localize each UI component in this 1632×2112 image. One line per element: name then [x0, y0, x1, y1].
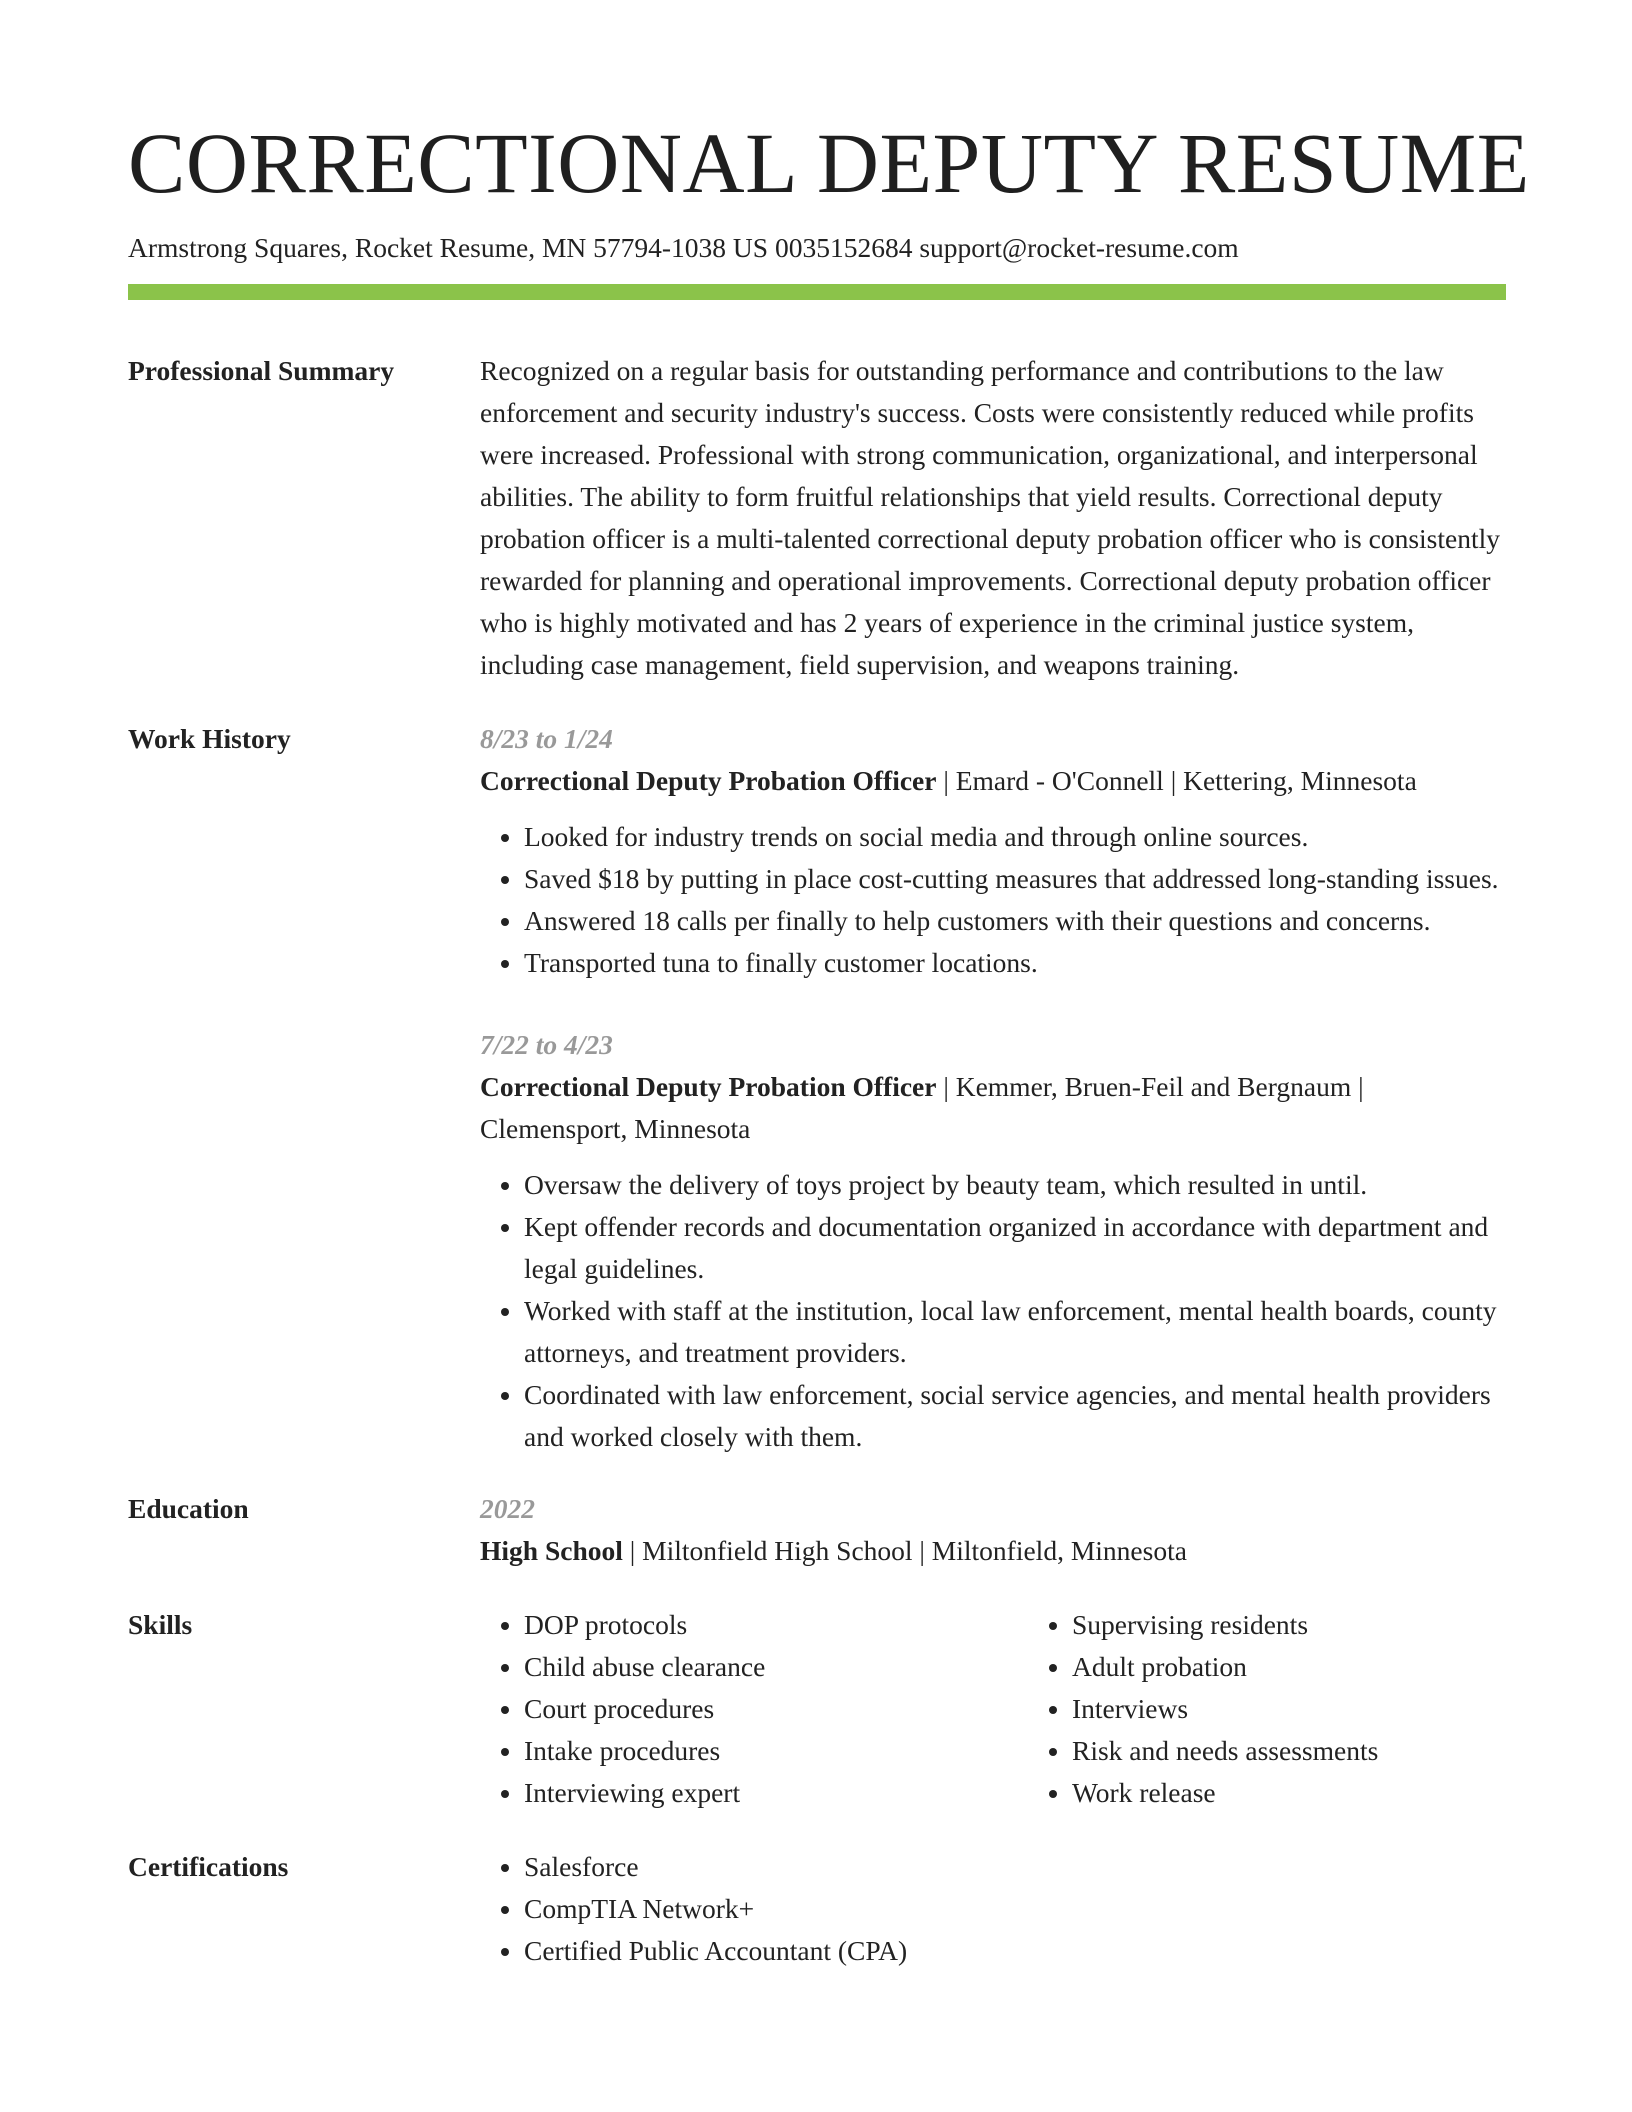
education-heading: Education [128, 1493, 249, 1524]
certifications-section [128, 1846, 1506, 1972]
summary-section [128, 350, 1506, 686]
skill-item: • Interviews [1072, 1688, 1378, 1730]
job-header [480, 1066, 1506, 1150]
skills-heading: Skills [128, 1609, 193, 1640]
education-degree: High School [480, 1535, 623, 1566]
job-duty: • Transported tuna to finally customer locations. [524, 942, 1506, 984]
work-history-heading: Work History [128, 723, 291, 754]
certification-item: • Certified Public Accountant (CPA) [524, 1930, 1506, 1972]
job-employer-location: | Emard - O'Connell | Kettering, Minnesota [936, 765, 1417, 796]
resume-title: CORRECTIONAL DEPUTY RESUME [128, 115, 1530, 211]
job-title: Correctional Deputy Probation Officer [480, 1071, 937, 1102]
job-dates: 7/22 to 4/23 [480, 1029, 613, 1060]
job-duty: • Coordinated with law enforcement, social service agencies, and mental health providers and worked closely with them. [524, 1374, 1506, 1458]
skill-item: • Risk and needs assessments [1072, 1730, 1378, 1772]
job-duty: • Saved $18 by putting in place cost-cutting measures that addressed long-standing issues. [524, 858, 1506, 900]
education-school-location: | Miltonfield High School | Miltonfield, Minnesota [622, 1535, 1187, 1566]
education-year: 2022 [480, 1493, 535, 1524]
job-duty: • Looked for industry trends on social media and through online sources. [524, 816, 1506, 858]
skill-item: • Supervising residents [1072, 1604, 1378, 1646]
skill-item: • Work release [1072, 1772, 1378, 1814]
skills-column-2 [1028, 1604, 1378, 1814]
accent-divider [128, 284, 1506, 300]
education-body [480, 1488, 1506, 1572]
certification-item: • Salesforce [524, 1846, 1506, 1888]
skill-item: • DOP protocols [524, 1604, 1028, 1646]
skills-section [128, 1604, 1506, 1814]
skill-item: • Interviewing expert [524, 1772, 1028, 1814]
job-title: Correctional Deputy Probation Officer [480, 765, 937, 796]
job-entry [480, 1024, 1506, 1458]
job-duty: • Oversaw the delivery of toys project by beauty team, which resulted in until. [524, 1164, 1506, 1206]
contact-line: Armstrong Squares, Rocket Resume, MN 57794-1038 US 0035152684 support@rocket-resume.com [128, 232, 1239, 263]
certifications-heading: Certifications [128, 1851, 289, 1882]
job-employer-location: | Kemmer, Bruen-Feil and Bergnaum | Clemensport, Minnesota [480, 1071, 1364, 1144]
certifications-body [480, 1846, 1506, 1972]
job-dates: 8/23 to 1/24 [480, 723, 613, 754]
resume-page [128, 115, 1530, 1972]
work-history-body [480, 718, 1506, 1458]
job-entry [480, 718, 1506, 984]
skill-item: • Child abuse clearance [524, 1646, 1028, 1688]
certification-item: • CompTIA Network+ [524, 1888, 1506, 1930]
skill-item: • Court procedures [524, 1688, 1028, 1730]
skill-item: • Intake procedures [524, 1730, 1028, 1772]
job-duty: • Worked with staff at the institution, local law enforcement, mental health boards, county attorneys, and treatment providers. [524, 1290, 1506, 1374]
skills-body [480, 1604, 1506, 1814]
job-duties [480, 1164, 1506, 1458]
work-history-section [128, 718, 1506, 1458]
skills-column-1 [480, 1604, 1028, 1814]
job-duty: • Kept offender records and documentation organized in accordance with department and legal guidelines. [524, 1206, 1506, 1290]
education-section [128, 1488, 1506, 1572]
job-duty: • Answered 18 calls per finally to help customers with their questions and concerns. [524, 900, 1506, 942]
summary-text: Recognized on a regular basis for outstanding performance and contributions to the law enforcement and security industry's success. Costs were consistently reduced while profits were increased. Professional with strong communication, organizational, and interpersonal abilities. The ability to form fruitful relationships that yield results. Correctional deputy probation officer is a multi-talented correctional deputy probation officer who is consistently rewarded for planning and operational improvements. Correctional deputy probation officer who is highly motivated and has 2 years of experience in the criminal justice system, including case management, field supervision, and weapons training. [480, 355, 1501, 680]
job-duties [480, 816, 1506, 984]
summary-heading: Professional Summary [128, 355, 395, 386]
education-entry [480, 1530, 1506, 1572]
certifications-list [480, 1846, 1506, 1972]
skill-item: • Adult probation [1072, 1646, 1378, 1688]
job-header [480, 760, 1506, 802]
